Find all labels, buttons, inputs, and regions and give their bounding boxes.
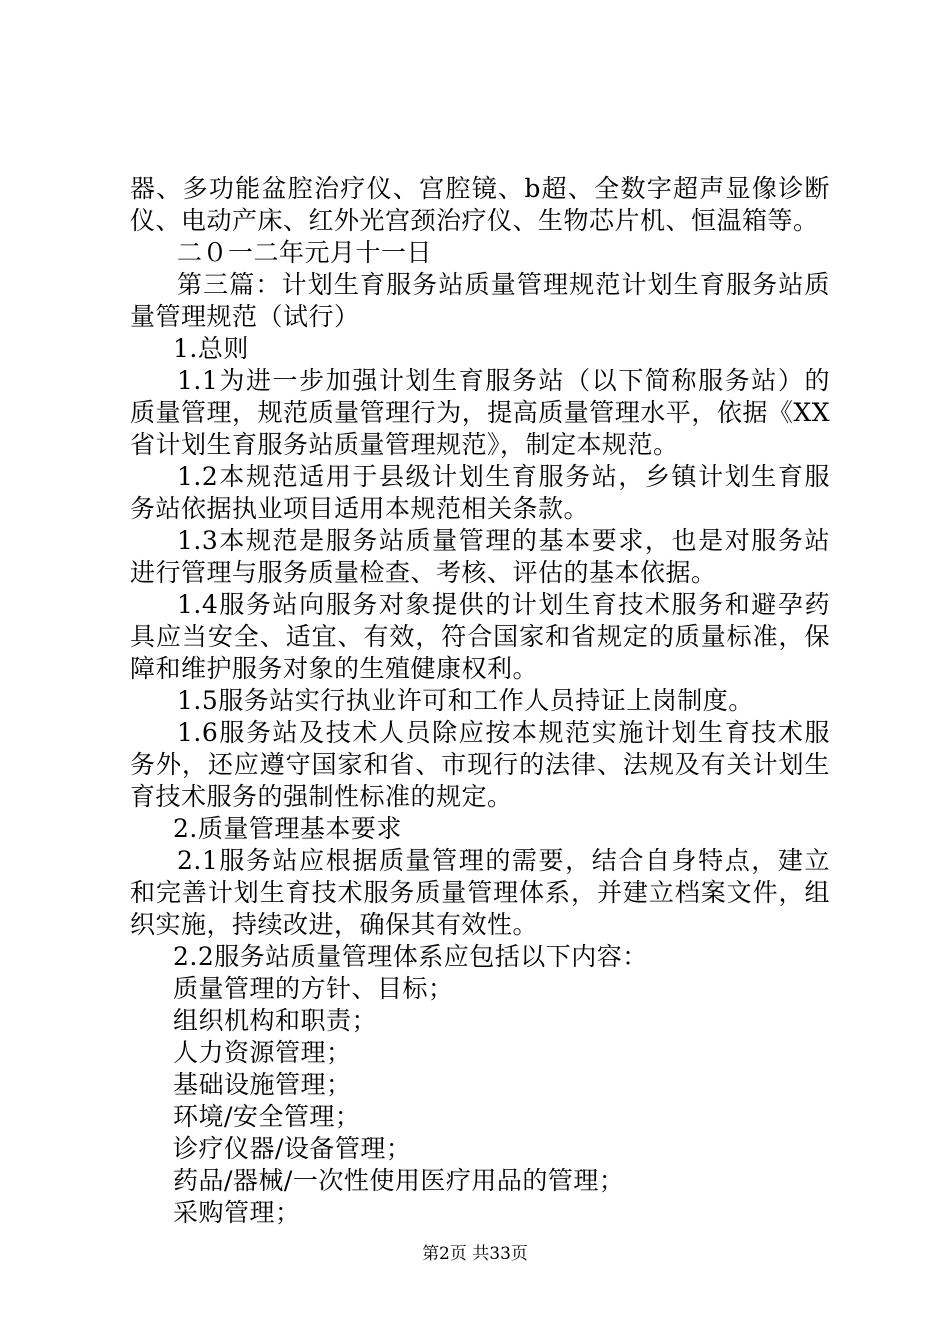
- text-line: 务外，还应遵守国家和省、市现行的法律、法规及有关计划生: [130, 750, 830, 779]
- text-line: 1.3本规范是服务站质量管理的基本要求，也是对服务站: [177, 526, 830, 555]
- text-line: 进行管理与服务质量检查、考核、评估的基本依据。: [130, 558, 717, 587]
- text-line: 仪、电动产床、红外光宫颈治疗仪、生物芯片机、恒温箱等。: [130, 206, 819, 235]
- date-line: 二０一二年元月十一日: [177, 238, 433, 267]
- list-item: 诊疗仪器/设备管理；: [173, 1134, 412, 1163]
- section-heading: 量管理规范（试行）: [130, 302, 360, 331]
- text-line: 1.1为进一步加强计划生育服务站（以下简称服务站）的: [177, 366, 830, 395]
- list-item: 基础设施管理；: [173, 1070, 352, 1099]
- text-line: 1.6服务站及技术人员除应按本规范实施计划生育技术服: [177, 718, 830, 747]
- text-line: 和完善计划生育技术服务质量管理体系，并建立档案文件，组: [130, 878, 830, 907]
- list-item: 组织机构和职责；: [173, 1006, 378, 1035]
- text-line: 具应当安全、适宜、有效，符合国家和省规定的质量标准，保: [130, 622, 830, 651]
- text-line: 2.1服务站应根据质量管理的需要，结合自身特点，建立: [177, 846, 830, 875]
- list-item: 质量管理的方针、目标；: [173, 974, 454, 1003]
- chapter-heading: 2.质量管理基本要求: [173, 814, 402, 843]
- list-item: 药品/器械/一次性使用医疗用品的管理；: [173, 1166, 625, 1195]
- page-number-footer: 第2页 共33页: [422, 1244, 528, 1264]
- text-line: 障和维护服务对象的生殖健康权利。: [130, 654, 539, 683]
- document-body: [130, 173, 830, 1229]
- text-line: 器、多功能盆腔治疗仪、宫腔镜、b超、全数字超声显像诊断: [130, 174, 830, 203]
- text-line: 质量管理，规范质量管理行为，提高质量管理水平，依据《XX: [130, 398, 830, 427]
- text-line: 织实施，持续改进，确保其有效性。: [130, 910, 539, 939]
- list-item: 人力资源管理；: [173, 1038, 352, 1067]
- text-line: 育技术服务的强制性标准的规定。: [130, 782, 513, 811]
- text-line: 1.4服务站向服务对象提供的计划生育技术服务和避孕药: [177, 590, 830, 619]
- text-line: 1.5服务站实行执业许可和工作人员持证上岗制度。: [177, 686, 754, 715]
- chapter-heading: 1.总则: [173, 334, 249, 363]
- list-item: 环境/安全管理；: [173, 1102, 361, 1131]
- text-line: 1.2本规范适用于县级计划生育服务站，乡镇计划生育服: [177, 462, 830, 491]
- text-line: 务站依据执业项目适用本规范相关条款。: [130, 494, 590, 523]
- list-item: 采购管理；: [173, 1198, 301, 1227]
- section-heading: 第三篇：计划生育服务站质量管理规范计划生育服务站质: [177, 270, 830, 299]
- text-line: 省计划生育服务站质量管理规范》，制定本规范。: [130, 430, 679, 459]
- text-line: 2.2服务站质量管理体系应包括以下内容：: [173, 942, 648, 971]
